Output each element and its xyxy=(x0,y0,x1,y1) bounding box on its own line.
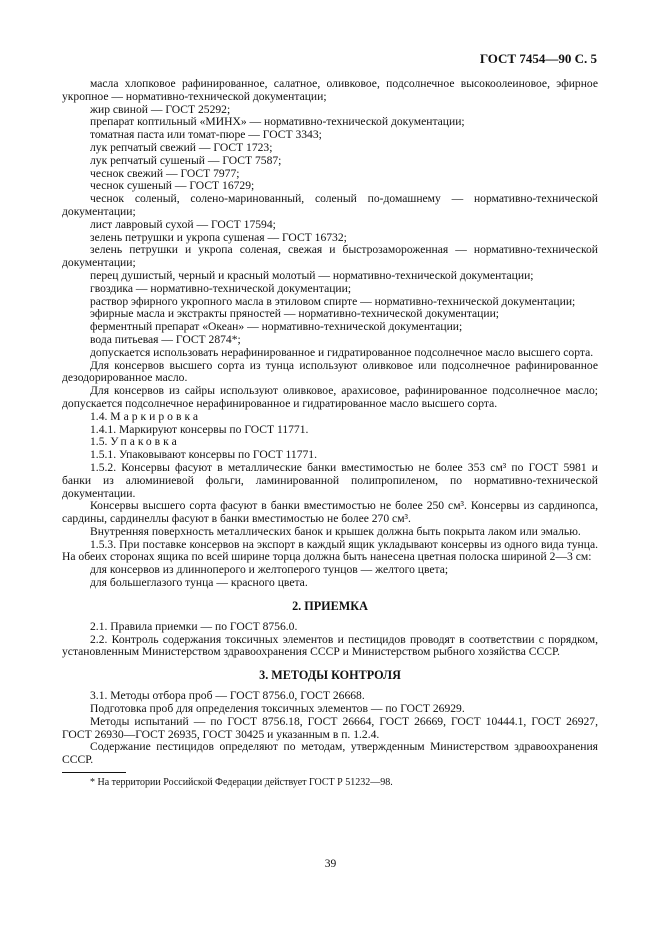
paragraph: лист лавровый сухой — ГОСТ 17594; xyxy=(90,217,276,231)
paragraph: жир свиной — ГОСТ 25292; xyxy=(90,102,231,116)
paragraph: Содержание пестицидов определяют по методам, утвержденным Министерством здравоохранения СССР. xyxy=(62,740,598,767)
section-1-4-heading xyxy=(62,411,598,424)
section-2-heading: 2. ПРИЕМКА xyxy=(292,598,368,613)
paragraph: допускается использовать нерафинированное и гидратированное подсолнечное масло высшего сорта. xyxy=(90,345,594,359)
paragraph: вода питьевая — ГОСТ 2874*; xyxy=(90,332,241,346)
section-title: Упаковка xyxy=(110,435,180,449)
paragraph: для большеглазого тунца — красного цвета. xyxy=(90,576,308,590)
paragraph: зелень петрушки и укропа сушеная — ГОСТ 16732; xyxy=(90,230,347,244)
paragraph: чеснок свежий — ГОСТ 7977; xyxy=(90,166,240,180)
paragraph-group-packaging xyxy=(62,449,598,590)
paragraph: 2.1. Правила приемки — по ГОСТ 8756.0. xyxy=(90,619,298,633)
paragraph: лук репчатый сушеный — ГОСТ 7587; xyxy=(90,153,282,167)
paragraph: Консервы высшего сорта фасуют в банки вместимостью не более 250 см³. Консервы из сардинопса, сардины, сардинеллы фасуют в банки вместимостью не более 270 см³. xyxy=(62,499,598,526)
paragraph: лук репчатый свежий — ГОСТ 1723; xyxy=(90,140,273,154)
section-number: 1.4. xyxy=(90,409,108,423)
paragraph: 3.1. Методы отбора проб — ГОСТ 8756.0, ГОСТ 26668. xyxy=(90,689,365,703)
paragraph: 1.5.3. При поставке консервов на экспорт в каждый ящик укладывают консервы из одного вида тунца. На обеих сторонах ящика по всей ширине торца должна быть нанесена цветная полоска шириной 2—3 см: xyxy=(62,537,598,564)
paragraph: эфирные масла и экстракты пряностей — нормативно-технической документации; xyxy=(90,307,500,321)
paragraph-group-methods xyxy=(62,690,598,767)
paragraph: раствор эфирного укропного масла в этиловом спирте — нормативно-технической документации; xyxy=(90,294,576,308)
page-header: ГОСТ 7454—90 С. 5 xyxy=(479,51,597,66)
paragraph: зелень петрушки и укропа соленая, свежая и быстрозамороженная — нормативно-технической документации; xyxy=(62,243,598,270)
paragraph-group-acceptance xyxy=(62,621,598,659)
paragraph: чеснок соленый, солено-маринованный, соленый по-домашнему — нормативно-технической документации; xyxy=(62,192,598,218)
paragraph: Для консервов из сайры используют оливковое, арахисовое, рафинированное подсолнечное масло; допускается подсолнечное нерафинированное и гидратированное масло высшего сорта. xyxy=(62,384,598,410)
section-number: 1.5. xyxy=(90,435,108,449)
section-title: Маркировка xyxy=(110,409,202,423)
paragraph: томатная паста или томат-пюре — ГОСТ 3343; xyxy=(90,128,322,142)
page-number: 39 xyxy=(324,858,337,870)
footnote-rule xyxy=(62,772,126,773)
paragraph: 2.2. Контроль содержания токсичных элементов и пестицидов проводят в соответствии с порядком, установленным Министерством здравоохранения СССР и Министерством рыбного хозяйства СССР. xyxy=(62,632,598,659)
paragraph: перец душистый, черный и красный молотый — нормативно-технической документации; xyxy=(90,268,534,282)
paragraph: Для консервов высшего сорта из тунца используют оливковое или подсолнечное рафинированное дезодорированное масло. xyxy=(62,358,598,385)
document-body xyxy=(62,78,598,790)
paragraph: Методы испытаний — по ГОСТ 8756.18, ГОСТ 26664, ГОСТ 26669, ГОСТ 10444.1, ГОСТ 26927, ГОСТ 26930—ГОСТ 26935, ГОСТ 30425 и указанным в п. 1.2.4. xyxy=(62,714,598,741)
paragraph: 1.5.2. Консервы фасуют в металлические банки вместимостью не более 353 см³ по ГОСТ 5981 и банки из алюминиевой фольги, ламинированной полипропиленом, по нормативно-технической документации. xyxy=(62,460,598,500)
paragraph: чеснок сушеный — ГОСТ 16729; xyxy=(90,179,255,193)
section-3-heading: 3. МЕТОДЫ КОНТРОЛЯ xyxy=(259,668,401,683)
paragraph: Внутренняя поверхность металлических банок и крышек должна быть покрыта лаком или эмалью. xyxy=(90,524,581,538)
paragraph: 1.5.1. Упаковывают консервы по ГОСТ 11771. xyxy=(90,448,317,462)
footnote: * На территории Российской Федерации действует ГОСТ Р 51232—98. xyxy=(90,777,393,789)
paragraph: Подготовка проб для определения токсичных элементов — по ГОСТ 26929. xyxy=(90,702,465,716)
paragraph-group-materials xyxy=(62,78,598,411)
paragraph: гвоздика — нормативно-технической документации; xyxy=(90,281,352,295)
paragraph: ферментный препарат «Океан» — нормативно-технической документации; xyxy=(90,320,463,334)
paragraph: препарат коптильный «МИНХ» — нормативно-технической документации; xyxy=(90,115,465,129)
paragraph: масла хлопковое рафинированное, салатное, оливковое, подсолнечное высокоолеиновое, эфирное укропное — нормативно-технической документации; xyxy=(62,77,598,103)
paragraph: 1.4.1. Маркируют консервы по ГОСТ 11771. xyxy=(90,422,309,436)
paragraph: для консервов из длиннoперого и желтоперого тунцов — желтого цвета; xyxy=(90,563,449,577)
